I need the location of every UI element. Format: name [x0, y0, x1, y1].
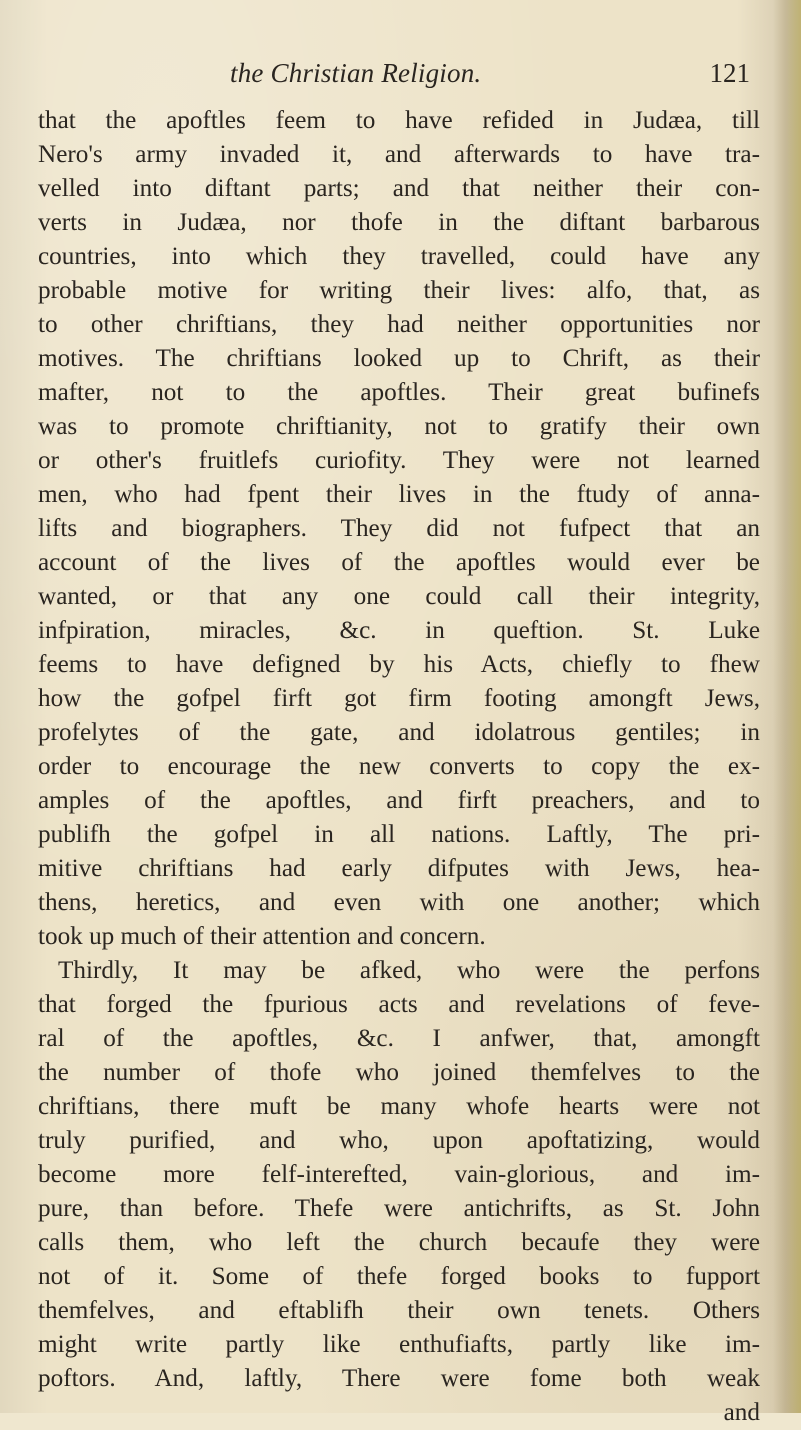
text-line: Thirdly, It may be afked, who were the perfons — [58, 957, 760, 984]
text-line: order to encourage the new converts to copy the ex- — [38, 753, 760, 780]
text-line: that forged the fpurious acts and revelations of feve- — [38, 991, 760, 1018]
text-line: chriftians, there muft be many whofe hearts were not — [38, 1093, 760, 1120]
text-line: took up much of their attention and concern. — [38, 923, 486, 950]
text-line: ral of the apoftles, &c. I anfwer, that, amongft — [38, 1025, 760, 1052]
text-line: probable motive for writing their lives: alfo, that, as — [38, 277, 760, 304]
running-head — [150, 58, 750, 98]
text-line: that the apoftles feem to have refided in Judæa, till — [38, 107, 760, 134]
text-line: mafter, not to the apoftles. Their great bufinefs — [38, 379, 760, 406]
text-line: wanted, or that any one could call their integrity, — [38, 583, 760, 610]
text-line: become more felf-interefted, vain-glorious, and im- — [38, 1161, 760, 1188]
text-line: Nero's army invaded it, and afterwards to have tra- — [38, 141, 760, 168]
text-line: how the gofpel firft got firm footing amongft Jews, — [38, 685, 760, 712]
text-line: account of the lives of the apoftles would ever be — [38, 549, 760, 576]
text-line: feems to have defigned by his Acts, chiefly to fhew — [38, 651, 760, 678]
text-line: pure, than before. Thefe were antichrifts, as St. John — [38, 1195, 760, 1222]
text-line: poftors. And, laftly, There were fome both weak — [38, 1365, 760, 1392]
text-line: amples of the apoftles, and firft preachers, and to — [38, 787, 760, 814]
text-line: might write partly like enthufiafts, partly like im- — [38, 1331, 760, 1358]
text-line: publifh the gofpel in all nations. Laftly, The pri- — [38, 821, 760, 848]
text-line: themfelves, and eftablifh their own tenets. Others — [38, 1297, 760, 1324]
text-line: truly purified, and who, upon apoftatizing, would — [38, 1127, 760, 1154]
text-line: or other's fruitlefs curiofity. They were not learned — [38, 447, 760, 474]
page-number: 121 — [709, 58, 750, 88]
text-line: men, who had fpent their lives in the ftudy of anna- — [38, 481, 760, 508]
text-line: motives. The chriftians looked up to Chrift, as their — [38, 345, 760, 372]
text-line: velled into diftant parts; and that neither their con- — [38, 175, 760, 202]
text-line: lifts and biographers. They did not fufpect that an — [38, 515, 760, 542]
text-line: mitive chriftians had early difputes with Jews, hea- — [38, 855, 760, 882]
text-line: to other chriftians, they had neither opportunities nor — [38, 311, 760, 338]
text-line: not of it. Some of thefe forged books to fupport — [38, 1263, 760, 1290]
text-line: profelytes of the gate, and idolatrous gentiles; in — [38, 719, 760, 746]
running-title: the Christian Religion. — [230, 58, 482, 88]
text-line: verts in Judæa, nor thofe in the diftant barbarous — [38, 209, 760, 236]
text-line: was to promote chriftianity, not to gratify their own — [38, 413, 760, 440]
text-line: countries, into which they travelled, could have any — [38, 243, 760, 270]
text-line: thens, heretics, and even with one another; which — [38, 889, 760, 916]
page-edge-shadow — [773, 0, 801, 1413]
text-line: calls them, who left the church becaufe they were — [38, 1229, 760, 1256]
catchword: and — [723, 1399, 760, 1426]
text-line: infpiration, miracles, &c. in queftion. St. Luke — [38, 617, 760, 644]
text-line: the number of thofe who joined themfelves to the — [38, 1059, 760, 1086]
